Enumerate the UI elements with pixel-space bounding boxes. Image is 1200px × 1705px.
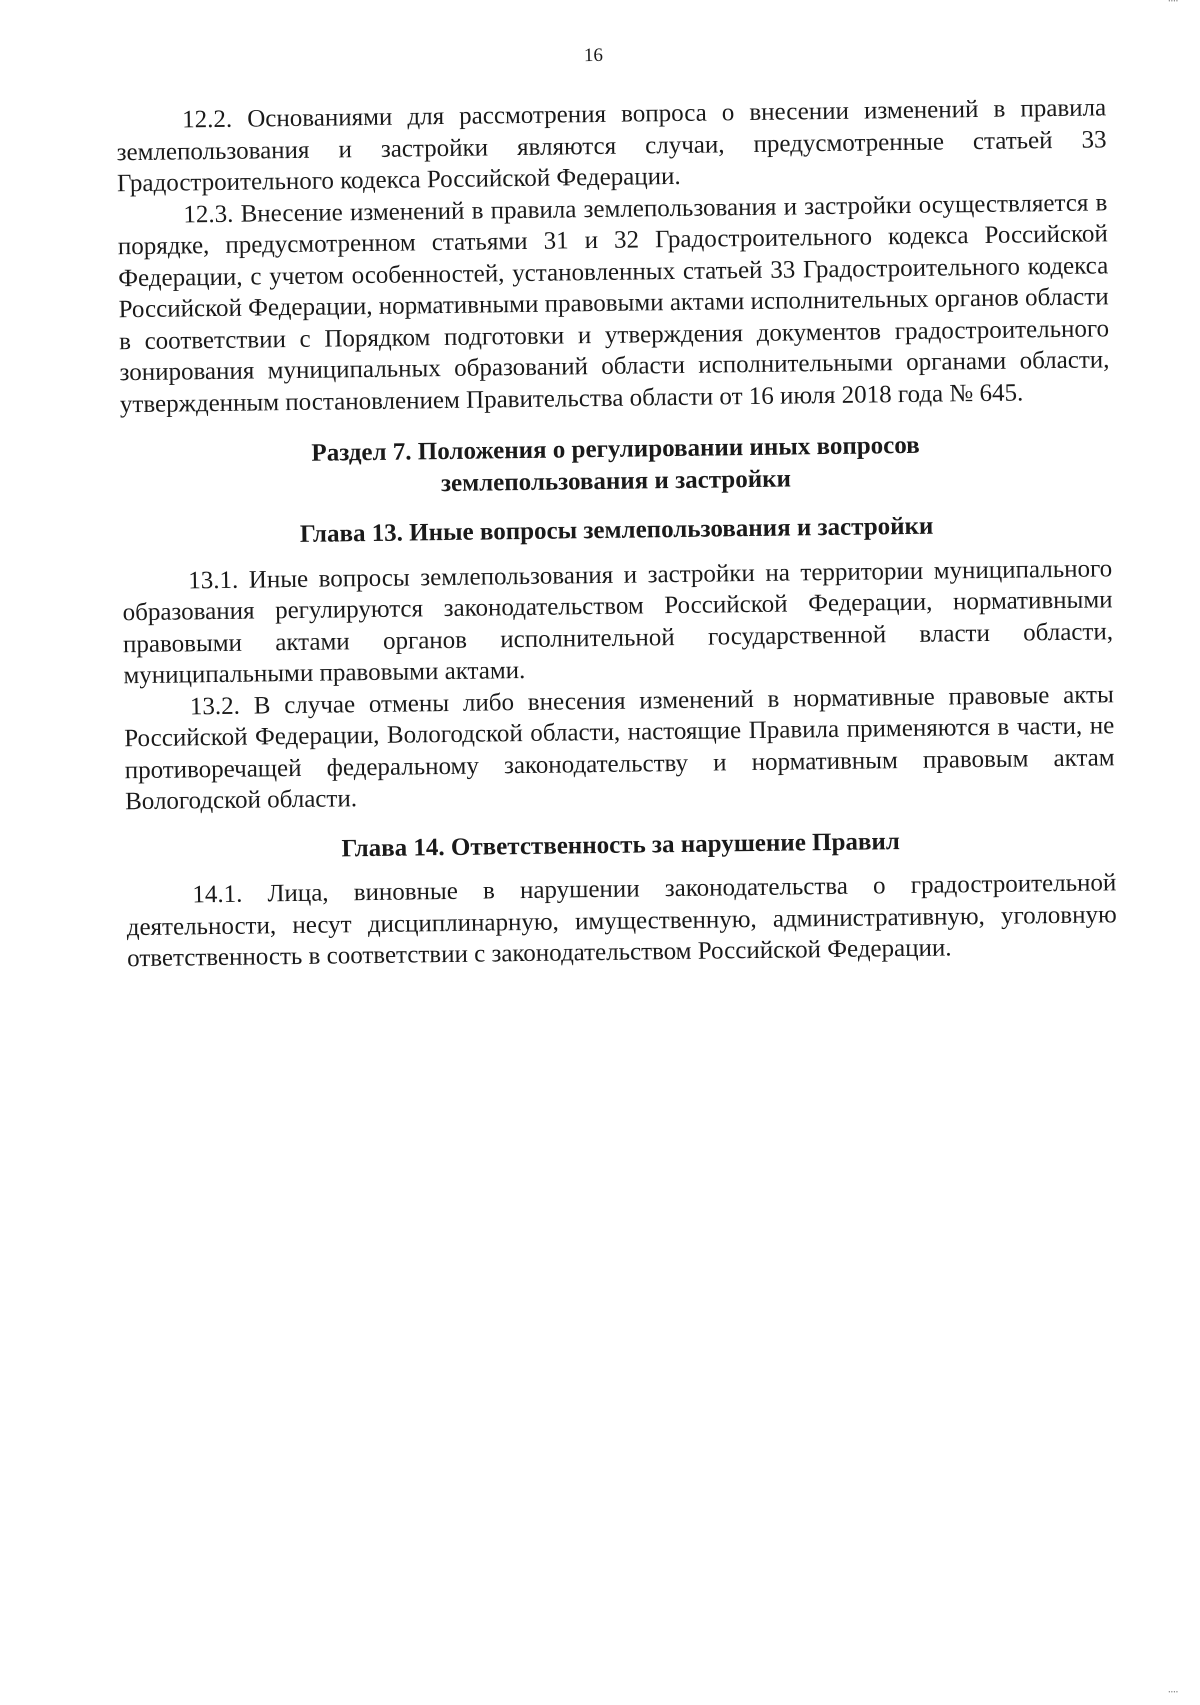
paragraph-12-3: 12.3. Внесение изменений в правила землепользования и застройки осуществляется в порядке, предусмотренном статьями 31 и 32 Градостроительного кодекса Российской Федерации, с учетом особенностей, установленных статьей 33 Градостроительного кодекса Российской Федерации, нормативными правовыми актами исполнительных органов области в соответствии с Порядком подготовки и утверждения документов градостроительного зонирования муниципальных образований области исполнительными органами области, утвержденным постановлением Правительства области от 16 июля 2018 года № 645. (117, 188, 1110, 418)
document-body (116, 92, 1117, 974)
scan-mark-top: ᠁ (1166, 0, 1178, 8)
paragraph-14-1: 14.1. Лица, виновные в нарушении законодательства о градостроительной деятельности, несут дисциплинарную, имущественную, административную, уголовную ответственность в соответствии с законодательством Российской Федерации. (126, 869, 1117, 973)
scan-mark-bottom: ᠁ (1166, 1688, 1178, 1699)
chapter-13-heading: Глава 13. Иные вопросы землепользования и застройки (299, 512, 934, 548)
paragraph-13-2: 13.2. В случае отмены либо внесения изменений в нормативные правовые акты Российской Федерации, Вологодской области, настоящие Правила применяются в части, не противоречащей федеральному законодательству и нормативным правовым актам Вологодской области. (124, 680, 1115, 816)
section-7-heading (120, 427, 1111, 503)
page-number: 16 (583, 44, 604, 67)
section-7-heading-line-2: землепользования и застройки (440, 464, 792, 497)
paragraph-12-2: 12.2. Основаниями для рассмотрения вопроса о внесении изменений в правила землепользования и застройки являются случаи, предусмотренные статьей 33 Градостроительного кодекса Российской Федерации. (116, 94, 1107, 198)
paragraph-13-1: 13.1. Иные вопросы землепользования и застройки на территории муниципального образования регулируются законодательством Российской Федерации, нормативными правовыми актами органов исполнительной государственной власти области, муниципальными правовыми актами. (122, 554, 1114, 690)
section-7-heading-line-1: Раздел 7. Положения о регулировании иных вопросов (311, 431, 920, 467)
chapter-14-heading: Глава 14. Ответственность за нарушение Правил (341, 827, 901, 862)
